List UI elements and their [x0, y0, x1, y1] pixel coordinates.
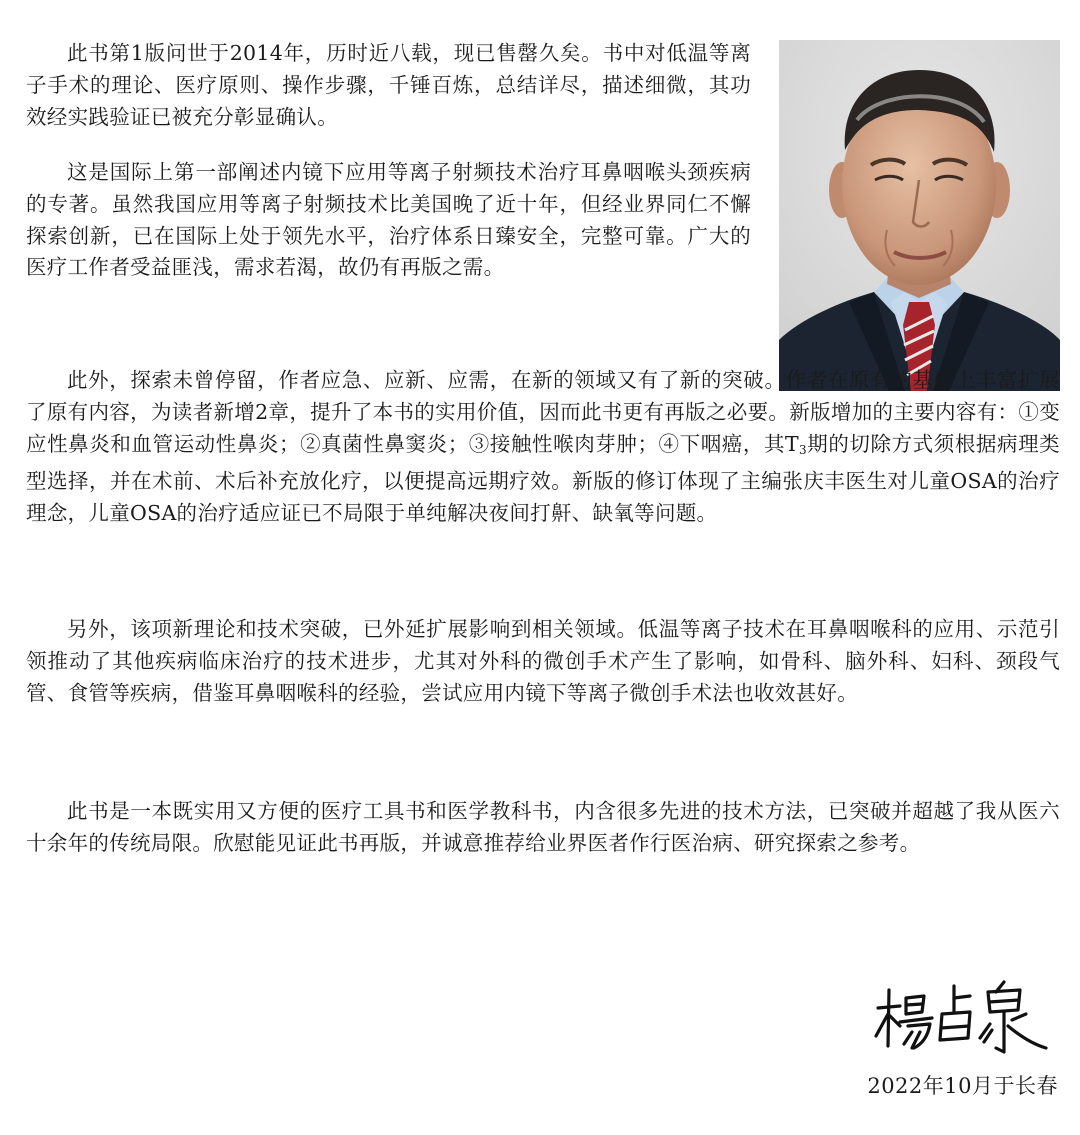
preface-paragraph-1: 此书第1版问世于2014年，历时近八载，现已售罄久矣。书中对低温等离子手术的理论、医疗原则、操作步骤，千锤百炼，总结详尽，描述细微，其功效经实践验证已被充分彰显确认。 [26, 41, 751, 129]
preface-paragraph-5: 此书是一本既实用又方便的医疗工具书和医学教科书，内含很多先进的技术方法，已突破并超越了我从医六十余年的传统局限。欣慰能见证此书再版，并诚意推荐给业界医者作行医治病、研究探索之参考。 [26, 799, 1060, 855]
author-portrait-drawing [779, 40, 1060, 391]
preface-paragraph-4: 另外，该项新理论和技术突破，已外延扩展影响到相关领域。低温等离子技术在耳鼻咽喉科的应用、示范引领推动了其他疾病临床治疗的技术进步，尤其对外科的微创手术产生了影响，如骨科、脑外科、妇科、颈段气管、食管等疾病，借鉴耳鼻咽喉科的经验，尝试应用内镜下等离子微创手术法也收效甚好。 [26, 617, 1060, 705]
handwritten-signature-drawing [870, 978, 1050, 1058]
author-signature [870, 978, 1050, 1058]
t-stage-subscript: 3 [799, 442, 807, 457]
preface-paragraph-3 [26, 365, 1060, 530]
paragraph-3-text-b: 期的切除方式须根据病理类型选择，并在术前、术后补充放化疗，以便提高远期疗效。新版的修订体现了主编张庆丰医生对儿童OSA的治疗理念，儿童OSA的治疗适应证已不局限于单纯解决夜间打鼾、缺氧等问题。 [26, 431, 1060, 526]
signature-date-place: 2022年10月于长春 [867, 1074, 1058, 1098]
preface-paragraph-2: 这是国际上第一部阐述内镜下应用等离子射频技术治疗耳鼻咽喉头颈疾病的专著。虽然我国应用等离子射频技术比美国晚了近十年，但经业界同仁不懈探索创新，已在国际上处于领先水平，治疗体系日臻安全，完整可靠。广大的医疗工作者受益匪浅，需求若渴，故仍有再版之需。 [26, 160, 751, 280]
paragraph-3-text-a: 此外，探索未曾停留，作者应急、应新、应需，在新的领域又有了新的突破。作者在原有的基础上丰富扩展了原有内容，为读者新增2章，提升了本书的实用价值，因而此书更有再版之必要。新版增加的主要内容有：①变应性鼻炎和血管运动性鼻炎；②真菌性鼻窦炎；③接触性喉肉芽肿；④下咽癌，其T [26, 368, 1060, 456]
author-portrait-photo [779, 40, 1060, 391]
